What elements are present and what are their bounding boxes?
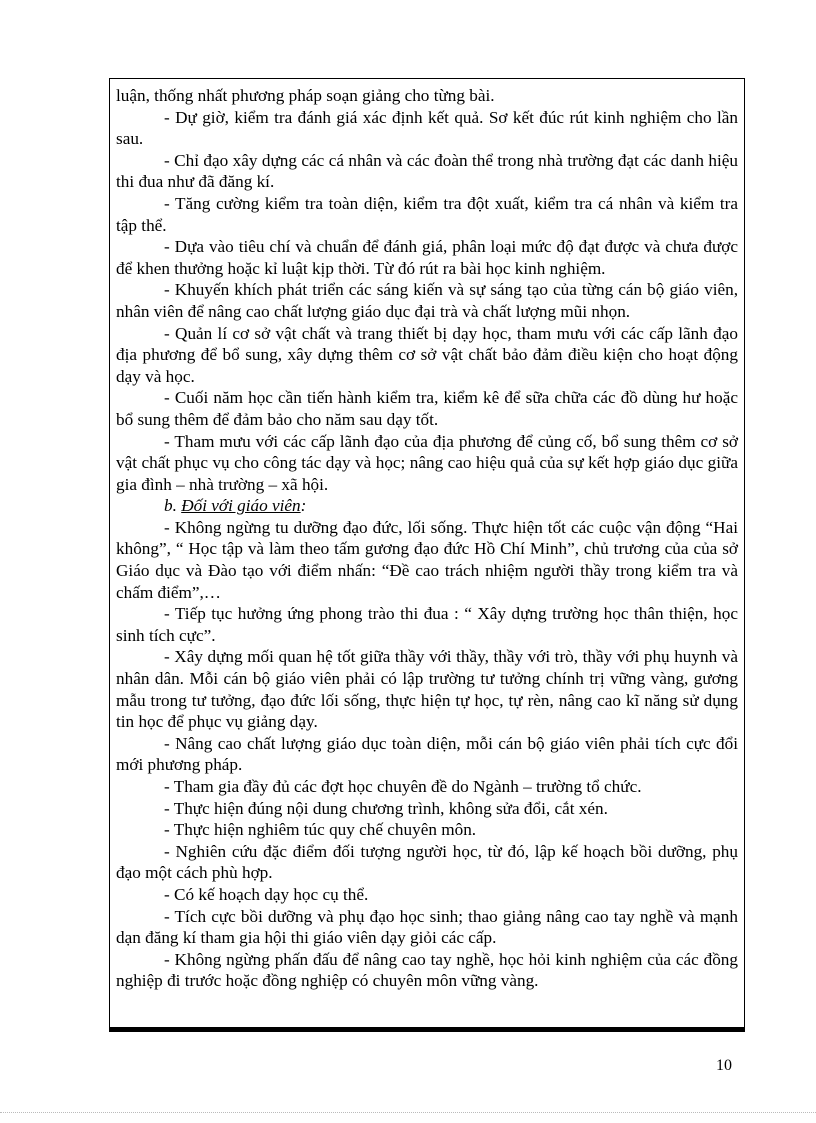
frame-bottom-border: [109, 1028, 745, 1032]
section-b-suffix: :: [300, 496, 307, 516]
paragraph: - Tham gia đầy đủ các đợt học chuyên đề do Ngành – trường tổ chức.: [164, 777, 642, 796]
paragraph: - Nâng cao chất lượng giáo dục toàn diện, mỗi cán bộ giáo viên phải tích cực đổi mới phương pháp.: [116, 733, 738, 775]
paragraph: - Dự giờ, kiểm tra đánh giá xác định kết quả. Sơ kết đúc rút kinh nghiệm cho lần sau.: [116, 107, 738, 149]
page-body: [116, 85, 738, 992]
paragraph: - Tích cực bồi dưỡng và phụ đạo học sinh; thao giảng nâng cao tay nghề và mạnh dạn đăng kí tham gia hội thi giáo viên dạy giỏi các cấp.: [116, 906, 738, 948]
paragraph: - Không ngừng phấn đấu để nâng cao tay nghề, học hỏi kinh nghiệm của các đồng nghiệp đi trước hoặc đồng nghiệp có chuyên môn vững vàng.: [116, 949, 738, 991]
paragraph: - Xây dựng mối quan hệ tốt giữa thầy với thầy, thầy với trò, thầy với phụ huynh và nhân dân. Mỗi cán bộ giáo viên phải có lập trường tư tưởng chính trị vững vàng, gương mẫu trong tư tưởng, đạo đức lối sống, thực hiện tự học, tự rèn, nâng cao kĩ năng sử dụng tin học để phục vụ giảng dạy.: [116, 647, 738, 732]
paragraph: - Thực hiện đúng nội dung chương trình, không sửa đổi, cắt xén.: [164, 798, 608, 818]
paragraph: - Có kế hoạch dạy học cụ thể.: [164, 884, 369, 904]
paragraph: - Chỉ đạo xây dựng các cá nhân và các đoàn thể trong nhà trường đạt các danh hiệu thi đua như đã đăng kí.: [116, 150, 738, 192]
paragraph: - Nghiên cứu đặc điểm đối tượng người học, từ đó, lập kế hoạch bồi dưỡng, phụ đạo một cách phù hợp.: [116, 841, 738, 883]
paragraph: - Tăng cường kiểm tra toàn diện, kiểm tra đột xuất, kiểm tra cá nhân và kiểm tra tập thể.: [116, 193, 738, 235]
section-b-title: Đối với giáo viên: [181, 496, 301, 516]
paragraph: - Tiếp tục hưởng ứng phong trào thi đua : “ Xây dựng trường học thân thiện, học sinh tích cực”.: [116, 604, 738, 645]
paragraph: - Khuyến khích phát triển các sáng kiến và sự sáng tạo của từng cán bộ giáo viên, nhân viên để nâng cao chất lượng giáo dục đại trà và chất lượng mũi nhọn.: [116, 280, 738, 321]
paragraph: - Thực hiện nghiêm túc quy chế chuyên môn.: [164, 820, 477, 840]
paragraph: - Dựa vào tiêu chí và chuẩn để đánh giá, phân loại mức độ đạt được và chưa được để khen thưởng hoặc kỉ luật kịp thời. Từ đó rút ra bài học kinh nghiệm.: [116, 237, 738, 278]
paragraph: - Cuối năm học cần tiến hành kiểm tra, kiểm kê để sữa chữa các đồ dùng hư hoặc bổ sung thêm để đảm bảo cho năm sau dạy tốt.: [116, 388, 738, 429]
paragraph: - Tham mưu với các cấp lãnh đạo của địa phương để củng cố, bổ sung thêm cơ sở vật chất phục vụ cho công tác dạy và học; nâng cao hiệu quả của sự kết hợp giáo dục giữa gia đình – nhà trường – xã hội.: [116, 431, 738, 494]
paragraph: - Không ngừng tu dưỡng đạo đức, lối sống. Thực hiện tốt các cuộc vận động “Hai không”, “ Học tập và làm theo tấm gương đạo đức Hồ Chí Minh”, chủ trương của của sở Giáo dục và Đào tạo với điểm nhấn: “Đề cao trách nhiệm người thầy trong kiểm tra và chấm điểm”,…: [116, 517, 738, 602]
paragraph: luận, thống nhất phương pháp soạn giảng cho từng bài.: [116, 86, 495, 105]
section-b-heading: [116, 495, 738, 517]
footer-divider: [0, 1112, 816, 1113]
page-number: 10: [716, 1057, 732, 1074]
paragraph: - Quản lí cơ sở vật chất và trang thiết bị dạy học, tham mưu với các cấp lãnh đạo địa phương để bổ sung, xây dựng thêm cơ sở vật chất bảo đảm điều kiện cho hoạt động dạy và học.: [116, 323, 738, 386]
section-b-prefix: b.: [164, 496, 182, 516]
